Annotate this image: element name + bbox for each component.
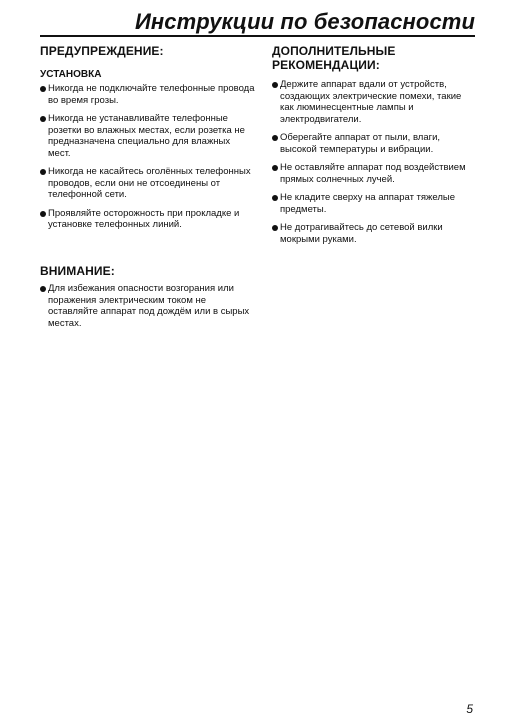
recommendations-list (272, 79, 477, 245)
recommendations-heading: ДОПОЛНИТЕЛЬНЫЕ РЕКОМЕНДАЦИИ: (272, 44, 396, 72)
list-item-text: Никогда не касайтесь оголённых телефонных проводов, если они не отсоединены от телефонной сети. (48, 166, 251, 200)
list-item-text: Никогда не устанавливайте телефонные розетки во влажных местах, если розетка не предназначена специально для влажных мест. (48, 113, 245, 159)
list-item-text: Держите аппарат вдали от устройств, создающих электрические помехи, такие как люминесцентные лампы и электродвигатели. (280, 79, 462, 125)
list-item (272, 79, 477, 125)
list-item-text: Не дотрагивайтесь до сетевой вилки мокрыми руками. (280, 222, 443, 245)
warning-list (40, 83, 255, 231)
warning-section (40, 44, 255, 231)
list-item (40, 166, 255, 201)
caution-list (40, 283, 255, 329)
bullet-icon (272, 165, 278, 171)
bullet-icon (272, 135, 278, 141)
caution-heading: ВНИМАНИЕ: (40, 264, 115, 278)
bullet-icon (40, 86, 46, 92)
caution-section (40, 264, 255, 329)
list-item-text: Не кладите сверху на аппарат тяжелые предметы. (280, 192, 456, 215)
list-item (40, 113, 255, 159)
list-item (272, 162, 477, 185)
bullet-icon (40, 211, 46, 217)
list-item-text: Оберегайте аппарат от пыли, влаги, высокой температуры и вибрации. (280, 132, 441, 155)
list-item-text: Для избежания опасности возгорания или поражения электрическим током не оставляйте аппарат под дождём или в сырых местах. (48, 283, 250, 329)
bullet-icon (272, 195, 278, 201)
installation-subheading: УСТАНОВКА (40, 69, 102, 80)
list-item-text: Проявляйте осторожность при прокладке и установке телефонных линий. (48, 207, 240, 230)
list-item (272, 192, 477, 215)
list-item (40, 208, 255, 231)
list-item (40, 83, 255, 106)
recommendations-section (272, 44, 477, 245)
bullet-icon (40, 286, 46, 292)
list-item (40, 283, 255, 329)
list-item (272, 222, 477, 245)
list-item-text: Никогда не подключайте телефонные провода во время грозы. (48, 83, 255, 106)
bullet-icon (40, 169, 46, 175)
bullet-icon (272, 225, 278, 231)
bullet-icon (272, 82, 278, 88)
page-number: 5 (466, 702, 473, 716)
title-divider (40, 35, 475, 37)
warning-heading: ПРЕДУПРЕЖДЕНИЕ: (40, 44, 164, 58)
page-title: Инструкции по безопасности (134, 9, 475, 34)
list-item-text: Не оставляйте аппарат под воздействием прямых солнечных лучей. (280, 162, 466, 185)
list-item (272, 132, 477, 155)
bullet-icon (40, 116, 46, 122)
